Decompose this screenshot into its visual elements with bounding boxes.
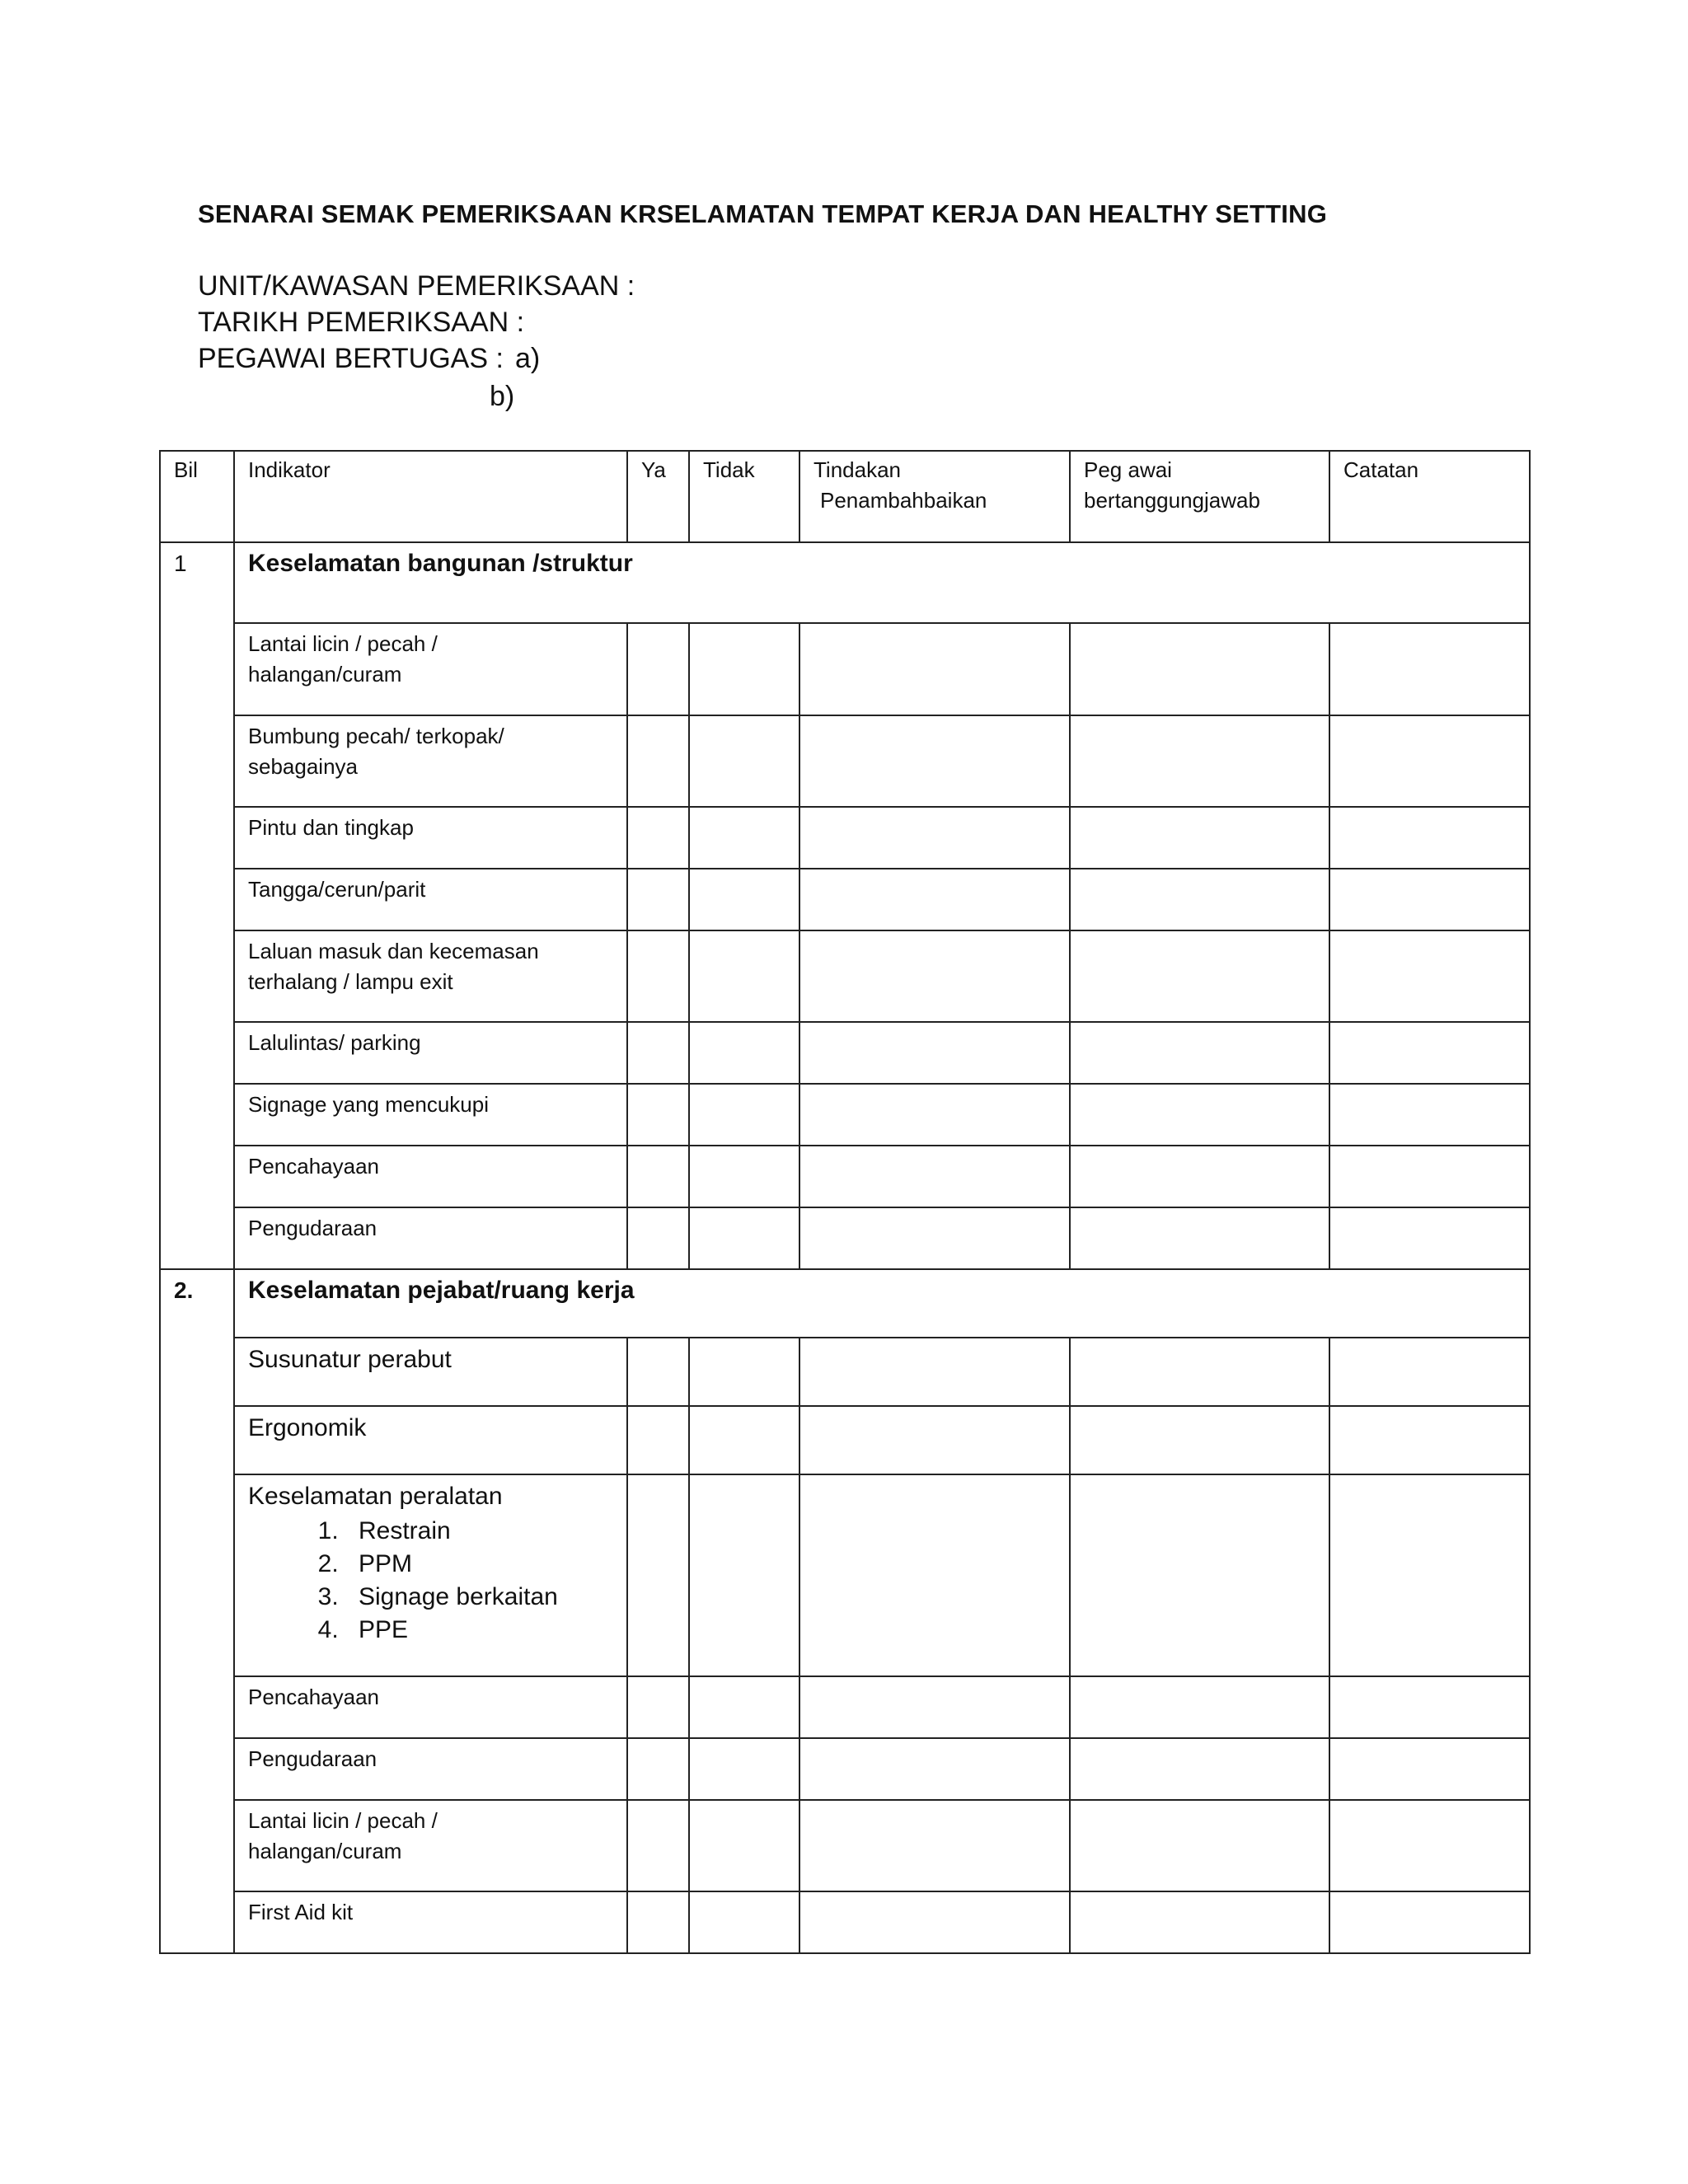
tidak-cell[interactable] <box>689 1676 799 1738</box>
indicator-line1: Ergonomik <box>248 1414 367 1441</box>
ya-cell[interactable] <box>627 1338 689 1406</box>
sub-list <box>248 1515 613 1647</box>
table-row <box>160 1800 1530 1891</box>
tindakan-cell[interactable] <box>799 715 1070 807</box>
catatan-cell[interactable] <box>1329 1676 1530 1738</box>
tindakan-cell[interactable] <box>799 1338 1070 1406</box>
pegawai-label: PEGAWAI BERTUGAS : <box>198 343 504 374</box>
tindakan-cell[interactable] <box>799 869 1070 930</box>
pegawai-cell[interactable] <box>1070 623 1329 715</box>
table-row <box>160 1146 1530 1207</box>
ya-cell[interactable] <box>627 715 689 807</box>
indicator-line1: Signage yang mencukupi <box>248 1092 489 1117</box>
tindakan-cell[interactable] <box>799 1406 1070 1474</box>
tindakan-cell[interactable] <box>799 1022 1070 1084</box>
ya-cell[interactable] <box>627 1738 689 1800</box>
header-pegawai <box>1070 451 1329 542</box>
indicator-line1: Susunatur perabut <box>248 1346 452 1373</box>
header-ya: Ya <box>627 451 689 542</box>
tindakan-cell[interactable] <box>799 1207 1070 1269</box>
ya-cell[interactable] <box>627 807 689 869</box>
pegawai-a: a) <box>514 343 541 374</box>
ya-cell[interactable] <box>627 1406 689 1474</box>
indicator-cell <box>234 1406 627 1474</box>
catatan-cell[interactable] <box>1329 715 1530 807</box>
unit-label: UNIT/KAWASAN PEMERIKSAAN : <box>198 270 635 302</box>
pegawai-cell[interactable] <box>1070 930 1329 1022</box>
pegawai-cell[interactable] <box>1070 869 1329 930</box>
section-title-cell <box>234 1269 1530 1338</box>
sub-list-item: 4. PPE <box>345 1614 613 1647</box>
header-pegawai-line1: Peg awai <box>1084 457 1172 482</box>
catatan-cell[interactable] <box>1329 1800 1530 1891</box>
tidak-cell[interactable] <box>689 1406 799 1474</box>
catatan-cell[interactable] <box>1329 1146 1530 1207</box>
indicator-cell <box>234 1474 627 1676</box>
catatan-cell[interactable] <box>1329 1338 1530 1406</box>
pegawai-cell[interactable] <box>1070 1676 1329 1738</box>
tidak-cell[interactable] <box>689 1474 799 1676</box>
catatan-cell[interactable] <box>1329 1738 1530 1800</box>
indicator-line1: Keselamatan peralatan <box>248 1483 503 1510</box>
ya-cell[interactable] <box>627 1800 689 1891</box>
tindakan-cell[interactable] <box>799 930 1070 1022</box>
catatan-cell[interactable] <box>1329 1406 1530 1474</box>
ya-cell[interactable] <box>627 1084 689 1146</box>
ya-cell[interactable] <box>627 869 689 930</box>
section-row <box>160 1269 1530 1338</box>
tidak-cell[interactable] <box>689 1146 799 1207</box>
pegawai-cell[interactable] <box>1070 1146 1329 1207</box>
tindakan-cell[interactable] <box>799 1800 1070 1891</box>
table-row <box>160 1084 1530 1146</box>
indicator-line1: Tangga/cerun/parit <box>248 877 426 902</box>
section-number: 2. <box>174 1277 194 1303</box>
ya-cell[interactable] <box>627 1146 689 1207</box>
tidak-cell[interactable] <box>689 930 799 1022</box>
ya-cell[interactable] <box>627 623 689 715</box>
catatan-cell[interactable] <box>1329 1022 1530 1084</box>
tindakan-cell[interactable] <box>799 1474 1070 1676</box>
catatan-cell[interactable] <box>1329 1084 1530 1146</box>
table-row <box>160 869 1530 930</box>
tidak-cell[interactable] <box>689 715 799 807</box>
indicator-cell <box>234 807 627 869</box>
indicator-line1: Lantai licin / pecah / <box>248 631 438 656</box>
table-row <box>160 715 1530 807</box>
pegawai-cell[interactable] <box>1070 715 1329 807</box>
header-tidak: Tidak <box>689 451 799 542</box>
ya-cell[interactable] <box>627 930 689 1022</box>
ya-cell[interactable] <box>627 1676 689 1738</box>
tindakan-cell[interactable] <box>799 1891 1070 1953</box>
indicator-cell <box>234 1022 627 1084</box>
indicator-cell <box>234 1891 627 1953</box>
pegawai-line <box>198 343 540 375</box>
tindakan-cell[interactable] <box>799 1676 1070 1738</box>
section-row <box>160 542 1530 623</box>
indicator-line2: halangan/curam <box>248 662 402 687</box>
pegawai-cell[interactable] <box>1070 1084 1329 1146</box>
header-pegawai-line2: bertanggungjawab <box>1084 488 1260 513</box>
catatan-cell[interactable] <box>1329 623 1530 715</box>
tidak-cell[interactable] <box>689 807 799 869</box>
pegawai-cell[interactable] <box>1070 1738 1329 1800</box>
indicator-line2: halangan/curam <box>248 1839 402 1863</box>
ya-cell[interactable] <box>627 1022 689 1084</box>
catatan-cell[interactable] <box>1329 1891 1530 1953</box>
pegawai-cell[interactable] <box>1070 1891 1329 1953</box>
catatan-cell[interactable] <box>1329 930 1530 1022</box>
indicator-cell <box>234 930 627 1022</box>
tidak-cell[interactable] <box>689 1738 799 1800</box>
checklist-table <box>159 450 1531 1954</box>
sub-list-item: 3. Signage berkaitan <box>345 1581 613 1614</box>
table-row <box>160 1891 1530 1953</box>
pegawai-cell[interactable] <box>1070 1207 1329 1269</box>
sub-list-item: 2. PPM <box>345 1548 613 1581</box>
table-row <box>160 1738 1530 1800</box>
pegawai-cell[interactable] <box>1070 1406 1329 1474</box>
indicator-line2: sebagainya <box>248 754 358 779</box>
tidak-cell[interactable] <box>689 1022 799 1084</box>
header-row <box>160 451 1530 542</box>
indicator-cell <box>234 1146 627 1207</box>
section-title: Keselamatan pejabat/ruang kerja <box>248 1277 635 1304</box>
ya-cell[interactable] <box>627 1207 689 1269</box>
tidak-cell[interactable] <box>689 623 799 715</box>
tidak-cell[interactable] <box>689 1800 799 1891</box>
section-title-cell <box>234 542 1530 623</box>
tidak-cell[interactable] <box>689 1084 799 1146</box>
tindakan-cell[interactable] <box>799 1738 1070 1800</box>
indicator-line1: Lalulintas/ parking <box>248 1030 421 1055</box>
table-row <box>160 1022 1530 1084</box>
section-title: Keselamatan bangunan /struktur <box>248 550 633 577</box>
indicator-line2: terhalang / lampu exit <box>248 969 453 994</box>
header-indikator: Indikator <box>234 451 627 542</box>
header-tindakan <box>799 451 1070 542</box>
pegawai-cell[interactable] <box>1070 1474 1329 1676</box>
header-catatan: Catatan <box>1329 451 1530 542</box>
section-number-cell <box>160 542 234 1269</box>
indicator-cell <box>234 715 627 807</box>
indicator-cell <box>234 869 627 930</box>
table-row <box>160 623 1530 715</box>
table-row <box>160 1338 1530 1406</box>
section-number-cell <box>160 1269 234 1953</box>
indicator-cell <box>234 623 627 715</box>
ya-cell[interactable] <box>627 1474 689 1676</box>
table-row <box>160 1207 1530 1269</box>
indicator-cell <box>234 1084 627 1146</box>
catatan-cell[interactable] <box>1329 869 1530 930</box>
tidak-cell[interactable] <box>689 1338 799 1406</box>
indicator-cell <box>234 1676 627 1738</box>
table-row <box>160 930 1530 1022</box>
sub-list-item: 1. Restrain <box>345 1515 613 1548</box>
indicator-line1: Bumbung pecah/ terkopak/ <box>248 724 504 748</box>
tidak-cell[interactable] <box>689 1891 799 1953</box>
tindakan-cell[interactable] <box>799 1146 1070 1207</box>
table-row <box>160 1406 1530 1474</box>
indicator-line1: Laluan masuk dan kecemasan <box>248 939 539 963</box>
table-row <box>160 1474 1530 1676</box>
tidak-cell[interactable] <box>689 869 799 930</box>
tidak-cell[interactable] <box>689 1207 799 1269</box>
indicator-cell <box>234 1207 627 1269</box>
indicator-line1: Lantai licin / pecah / <box>248 1808 438 1833</box>
pegawai-cell[interactable] <box>1070 1800 1329 1891</box>
tindakan-cell[interactable] <box>799 1084 1070 1146</box>
table-row <box>160 807 1530 869</box>
pegawai-b: b) <box>490 381 515 412</box>
header-bil: Bil <box>160 451 234 542</box>
table-row <box>160 1676 1530 1738</box>
tindakan-cell[interactable] <box>799 807 1070 869</box>
indicator-line1: Pencahayaan <box>248 1685 380 1709</box>
catatan-cell[interactable] <box>1329 807 1530 869</box>
indicator-line1: Pengudaraan <box>248 1746 377 1771</box>
pegawai-cell[interactable] <box>1070 1022 1329 1084</box>
catatan-cell[interactable] <box>1329 1207 1530 1269</box>
tarikh-label: TARIKH PEMERIKSAAN : <box>198 307 525 338</box>
tindakan-cell[interactable] <box>799 623 1070 715</box>
indicator-line1: Pencahayaan <box>248 1154 380 1179</box>
pegawai-cell[interactable] <box>1070 807 1329 869</box>
ya-cell[interactable] <box>627 1891 689 1953</box>
document-title: SENARAI SEMAK PEMERIKSAAN KRSELAMATAN TEMPAT KERJA DAN HEALTHY SETTING <box>198 199 1328 228</box>
section-number: 1 <box>174 551 187 576</box>
pegawai-cell[interactable] <box>1070 1338 1329 1406</box>
indicator-line1: First Aid kit <box>248 1900 354 1924</box>
header-tindakan-line1: Tindakan <box>814 457 901 482</box>
indicator-line1: Pintu dan tingkap <box>248 815 414 840</box>
catatan-cell[interactable] <box>1329 1474 1530 1676</box>
header-tindakan-line2: Penambahbaikan <box>820 488 987 513</box>
indicator-cell <box>234 1800 627 1891</box>
indicator-cell <box>234 1338 627 1406</box>
indicator-line1: Pengudaraan <box>248 1216 377 1240</box>
indicator-cell <box>234 1738 627 1800</box>
